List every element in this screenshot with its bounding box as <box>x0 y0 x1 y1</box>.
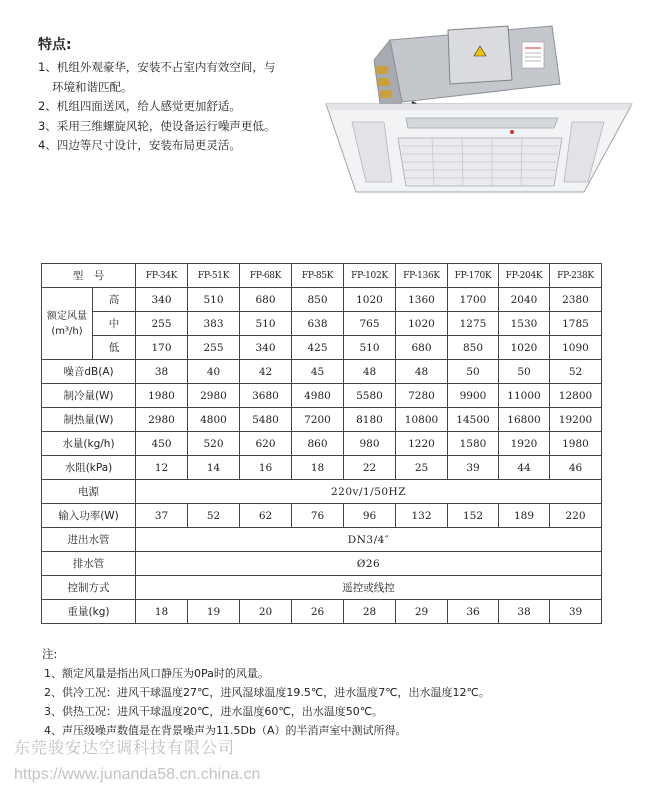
table-cell: 189 <box>499 504 550 528</box>
table-cell: 620 <box>240 432 292 456</box>
table-cell: 170 <box>136 336 188 360</box>
model-label: 型 号 <box>42 264 136 288</box>
table-cell: 29 <box>396 600 448 624</box>
table-cell: 2980 <box>188 384 240 408</box>
table-cell: 14 <box>188 456 240 480</box>
table-cell: 36 <box>448 600 499 624</box>
table-cell: 18 <box>136 600 188 624</box>
feature-item: 3、采用三维螺旋风轮，使设备运行噪声更低。 <box>38 118 276 133</box>
airflow-level-label: 中 <box>93 312 136 336</box>
table-cell: 1020 <box>396 312 448 336</box>
table-cell: 40 <box>188 360 240 384</box>
table-cell: 1920 <box>499 432 550 456</box>
cooling-row <box>42 384 602 408</box>
table-cell: 1090 <box>550 336 602 360</box>
airflow-label: 额定风量 <box>47 310 87 322</box>
note-item: 1、额定风量是指出风口静压为0Pa时的风量。 <box>44 667 269 680</box>
table-cell: 16 <box>240 456 292 480</box>
table-cell: 20 <box>240 600 292 624</box>
fan-coil-unit-image <box>322 22 634 194</box>
table-cell: 1700 <box>448 288 499 312</box>
row-label: 制热量(W) <box>42 408 136 432</box>
table-cell: 50 <box>448 360 499 384</box>
table-cell: 48 <box>396 360 448 384</box>
table-cell: 62 <box>240 504 292 528</box>
table-cell: 12 <box>136 456 188 480</box>
table-cell: 980 <box>344 432 396 456</box>
table-cell: 44 <box>499 456 550 480</box>
table-cell: 19 <box>188 600 240 624</box>
row-label: 输入功率(W) <box>42 504 136 528</box>
water-flow-row <box>42 432 602 456</box>
table-cell: 450 <box>136 432 188 456</box>
model-cell: FP-102K <box>344 264 396 288</box>
model-cell: FP-51K <box>188 264 240 288</box>
airflow-label-cell <box>42 288 93 360</box>
water-pipe-value: DN3/4″ <box>136 528 602 552</box>
table-cell: 510 <box>240 312 292 336</box>
table-cell: 680 <box>240 288 292 312</box>
control-row <box>42 576 602 600</box>
row-label: 排水管 <box>42 552 136 576</box>
table-cell: 18 <box>292 456 344 480</box>
table-cell: 220 <box>550 504 602 528</box>
notes-list <box>44 664 654 740</box>
note-item: 4、声压级噪声数值是在背景噪声为11.5Db（A）的半消声室中测试所得。 <box>44 724 407 737</box>
table-cell: 12800 <box>550 384 602 408</box>
model-cell: FP-68K <box>240 264 292 288</box>
features-list <box>38 58 338 156</box>
table-cell: 860 <box>292 432 344 456</box>
table-cell: 510 <box>344 336 396 360</box>
power-supply-value: 220v/1/50HZ <box>136 480 602 504</box>
table-cell: 4980 <box>292 384 344 408</box>
table-cell: 2980 <box>136 408 188 432</box>
table-cell: 1220 <box>396 432 448 456</box>
water-pipe-row <box>42 528 602 552</box>
table-cell: 3680 <box>240 384 292 408</box>
table-cell: 520 <box>188 432 240 456</box>
row-label: 水量(kg/h) <box>42 432 136 456</box>
table-cell: 5480 <box>240 408 292 432</box>
table-cell: 38 <box>499 600 550 624</box>
table-cell: 8180 <box>344 408 396 432</box>
row-label: 噪音dB(A) <box>42 360 136 384</box>
table-cell: 42 <box>240 360 292 384</box>
table-cell: 850 <box>292 288 344 312</box>
table-cell: 39 <box>550 600 602 624</box>
table-cell: 45 <box>292 360 344 384</box>
airflow-row-medium <box>42 312 602 336</box>
airflow-unit: (m³/h) <box>51 325 83 337</box>
row-label: 水阻(kPa) <box>42 456 136 480</box>
table-cell: 850 <box>448 336 499 360</box>
drain-pipe-row <box>42 552 602 576</box>
watermark-url: https://www.junanda58.cn.china.cn <box>14 766 261 783</box>
table-cell: 1980 <box>550 432 602 456</box>
table-cell: 340 <box>240 336 292 360</box>
table-cell: 5580 <box>344 384 396 408</box>
table-cell: 25 <box>396 456 448 480</box>
model-cell: FP-34K <box>136 264 188 288</box>
note-item: 3、供热工况：进风干球温度20℃，进水温度60℃，出水温度50℃。 <box>44 705 384 718</box>
table-cell: 28 <box>344 600 396 624</box>
table-cell: 96 <box>344 504 396 528</box>
table-cell: 11000 <box>499 384 550 408</box>
features-title: 特点: <box>38 37 72 53</box>
watermark-company: 东莞骏安达空调科技有限公司 <box>14 738 236 757</box>
row-label: 进出水管 <box>42 528 136 552</box>
table-cell: 152 <box>448 504 499 528</box>
table-cell: 425 <box>292 336 344 360</box>
weight-row <box>42 600 602 624</box>
row-label: 电源 <box>42 480 136 504</box>
table-cell: 38 <box>136 360 188 384</box>
table-cell: 16800 <box>499 408 550 432</box>
table-cell: 50 <box>499 360 550 384</box>
row-label: 控制方式 <box>42 576 136 600</box>
airflow-level-label: 高 <box>93 288 136 312</box>
table-cell: 1020 <box>344 288 396 312</box>
table-cell: 765 <box>344 312 396 336</box>
airflow-row-high <box>42 288 602 312</box>
table-cell: 1275 <box>448 312 499 336</box>
table-cell: 22 <box>344 456 396 480</box>
table-cell: 7200 <box>292 408 344 432</box>
table-cell: 46 <box>550 456 602 480</box>
table-cell: 510 <box>188 288 240 312</box>
table-cell: 1530 <box>499 312 550 336</box>
table-cell: 2380 <box>550 288 602 312</box>
model-cell: FP-170K <box>448 264 499 288</box>
power-supply-row <box>42 480 602 504</box>
model-cell: FP-238K <box>550 264 602 288</box>
table-cell: 383 <box>188 312 240 336</box>
airflow-level-label: 低 <box>93 336 136 360</box>
drain-pipe-value: Ø26 <box>136 552 602 576</box>
table-cell: 340 <box>136 288 188 312</box>
note-item: 2、供冷工况：进风干球温度27℃，进风湿球温度19.5℃，进水温度7℃，出水温度12℃。 <box>44 686 490 699</box>
model-cell: FP-136K <box>396 264 448 288</box>
table-cell: 39 <box>448 456 499 480</box>
table-cell: 255 <box>136 312 188 336</box>
spec-table <box>41 263 602 624</box>
feature-item: 4、四边等尺寸设计，安装布局更灵活。 <box>38 138 241 152</box>
model-row <box>42 264 602 288</box>
table-cell: 14500 <box>448 408 499 432</box>
table-cell: 132 <box>396 504 448 528</box>
feature-item: 2、机组四面送风，给人感觉更加舒适。 <box>38 99 241 113</box>
table-cell: 26 <box>292 600 344 624</box>
table-cell: 10800 <box>396 408 448 432</box>
table-cell: 37 <box>136 504 188 528</box>
table-cell: 2040 <box>499 288 550 312</box>
table-cell: 52 <box>550 360 602 384</box>
table-cell: 1020 <box>499 336 550 360</box>
feature-item: 1、机组外观豪华，安装不占室内有效空间，与 环境和谐匹配。 <box>38 60 276 94</box>
table-cell: 76 <box>292 504 344 528</box>
table-cell: 1580 <box>448 432 499 456</box>
control-value: 遥控或线控 <box>136 576 602 600</box>
notes-title: 注: <box>42 647 58 661</box>
airflow-row-low <box>42 336 602 360</box>
table-cell: 1785 <box>550 312 602 336</box>
water-resistance-row <box>42 456 602 480</box>
table-cell: 48 <box>344 360 396 384</box>
table-cell: 7280 <box>396 384 448 408</box>
table-cell: 19200 <box>550 408 602 432</box>
table-cell: 1980 <box>136 384 188 408</box>
table-cell: 1360 <box>396 288 448 312</box>
table-cell: 52 <box>188 504 240 528</box>
model-cell: FP-204K <box>499 264 550 288</box>
table-cell: 680 <box>396 336 448 360</box>
table-cell: 9900 <box>448 384 499 408</box>
input-power-row <box>42 504 602 528</box>
noise-row <box>42 360 602 384</box>
row-label: 重量(kg) <box>42 600 136 624</box>
row-label: 制冷量(W) <box>42 384 136 408</box>
table-cell: 4800 <box>188 408 240 432</box>
table-cell: 638 <box>292 312 344 336</box>
model-cell: FP-85K <box>292 264 344 288</box>
heating-row <box>42 408 602 432</box>
table-cell: 255 <box>188 336 240 360</box>
